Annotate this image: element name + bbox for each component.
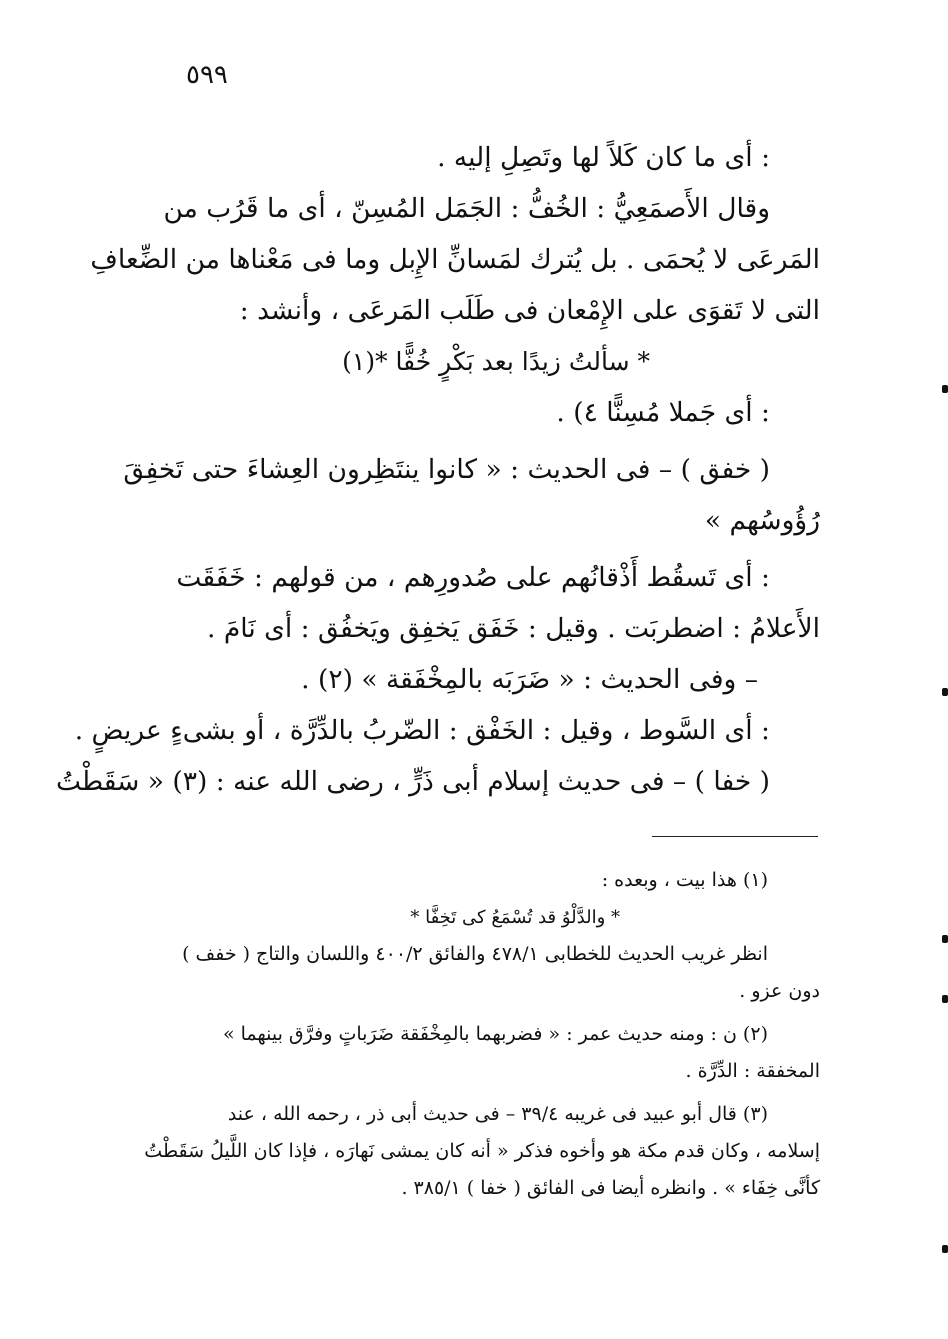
scan-edge-mark xyxy=(942,385,948,393)
footnote-line: (١) هذا بيت ، وبعده : xyxy=(601,869,768,891)
main-text xyxy=(55,132,820,807)
footnote-line: دون عزو . xyxy=(739,980,820,1002)
text-line: : أى ما كان كَلاً لها وتَصِلِ إليه . xyxy=(437,142,770,173)
text-line: الأَعلامُ : اضطربَت . وقيل : خَفَق يَخفِق ويَخفُق : أى نَامَ . xyxy=(207,613,820,644)
text-line: : أى السَّوط ، وقيل : الخَفْق : الضّربُ بالدِّرَّة ، أو بشىءٍ عريضٍ . xyxy=(74,715,770,746)
text-line: : أى تَسقُط أَذْقانُهم على صُدورِهم ، من قولهم : خَفَقَت xyxy=(176,562,770,593)
footnote-line: (٢) ن : ومنه حديث عمر : « فضربهما بالمِخْفَقة ضَرَباتٍ وفرَّق بينهما » xyxy=(222,1023,768,1045)
verse-line: * سألتُ زيدًا بعد بَكْرٍ خُفًّا *(١) xyxy=(342,347,650,376)
footnote-line: (٣) قال أبو عبيد فى غريبه ٣٩/٤ – فى حديث أبى ذر ، رحمه الله ، عند xyxy=(227,1103,768,1125)
footnote-line: المخفقة : الدِّرَّة . xyxy=(685,1060,820,1082)
entry-heading-line: ( خفق ) – فى الحديث : « كانوا ينتَظِرون العِشاءَ حتى تَخفِقَ xyxy=(123,454,770,485)
entry-heading-line: ( خفا ) – فى حديث إسلام أبى ذَرٍّ ، رضى الله عنه : (٣) « سَقَطْتُ xyxy=(55,766,770,797)
text-line: رُؤُوسُهم » xyxy=(704,505,820,536)
text-line: وقال الأَصمَعِيُّ : الخُفُّ : الجَمَل المُسِنّ ، أى ما قَرُب من xyxy=(163,193,770,224)
page-number: ٥٩٩ xyxy=(186,60,228,90)
text-line: – وفى الحديث : « ضَرَبَه بالمِخْفَقة » (٢) . xyxy=(301,664,758,695)
scan-edge-mark xyxy=(942,1245,948,1253)
footnote-separator xyxy=(652,836,818,837)
text-line: : أى جَملا مُسِنًّا ٤) . xyxy=(556,397,770,428)
footnote-line: انظر غريب الحديث للخطابى ٤٧٨/١ والفائق ٤٠٠/٢ واللسان والتاج ( خفف ) xyxy=(182,943,768,965)
text-line: المَرعَى لا يُحمَى . بل يُترك لمَسانِّ الإِبل وما فى مَعْناها من الضِّعافِ xyxy=(90,244,820,275)
text-line: التى لا تَقوَى على الإِمْعان فى طَلَب المَرعَى ، وأنشد : xyxy=(239,295,820,326)
scan-edge-mark xyxy=(942,995,948,1003)
footnotes xyxy=(144,862,820,1207)
footnote-verse-line: * والدَّلْوُ قد تُسْمَعُ كى تَخِفَّا * xyxy=(410,907,620,928)
scan-edge-mark xyxy=(942,688,948,696)
footnote-line: كأنَّى خِفَاء » . وانظره أيضا فى الفائق ( خفا ) ٣٨٥/١ . xyxy=(401,1177,820,1199)
footnote-line: إسلامه ، وكان قدم مكة هو وأخوه فذكر « أنه كان يمشى نَهارَه ، فإذا كان اللَّيلُ سَقَطْتُ xyxy=(144,1140,820,1162)
scan-edge-mark xyxy=(942,935,948,943)
